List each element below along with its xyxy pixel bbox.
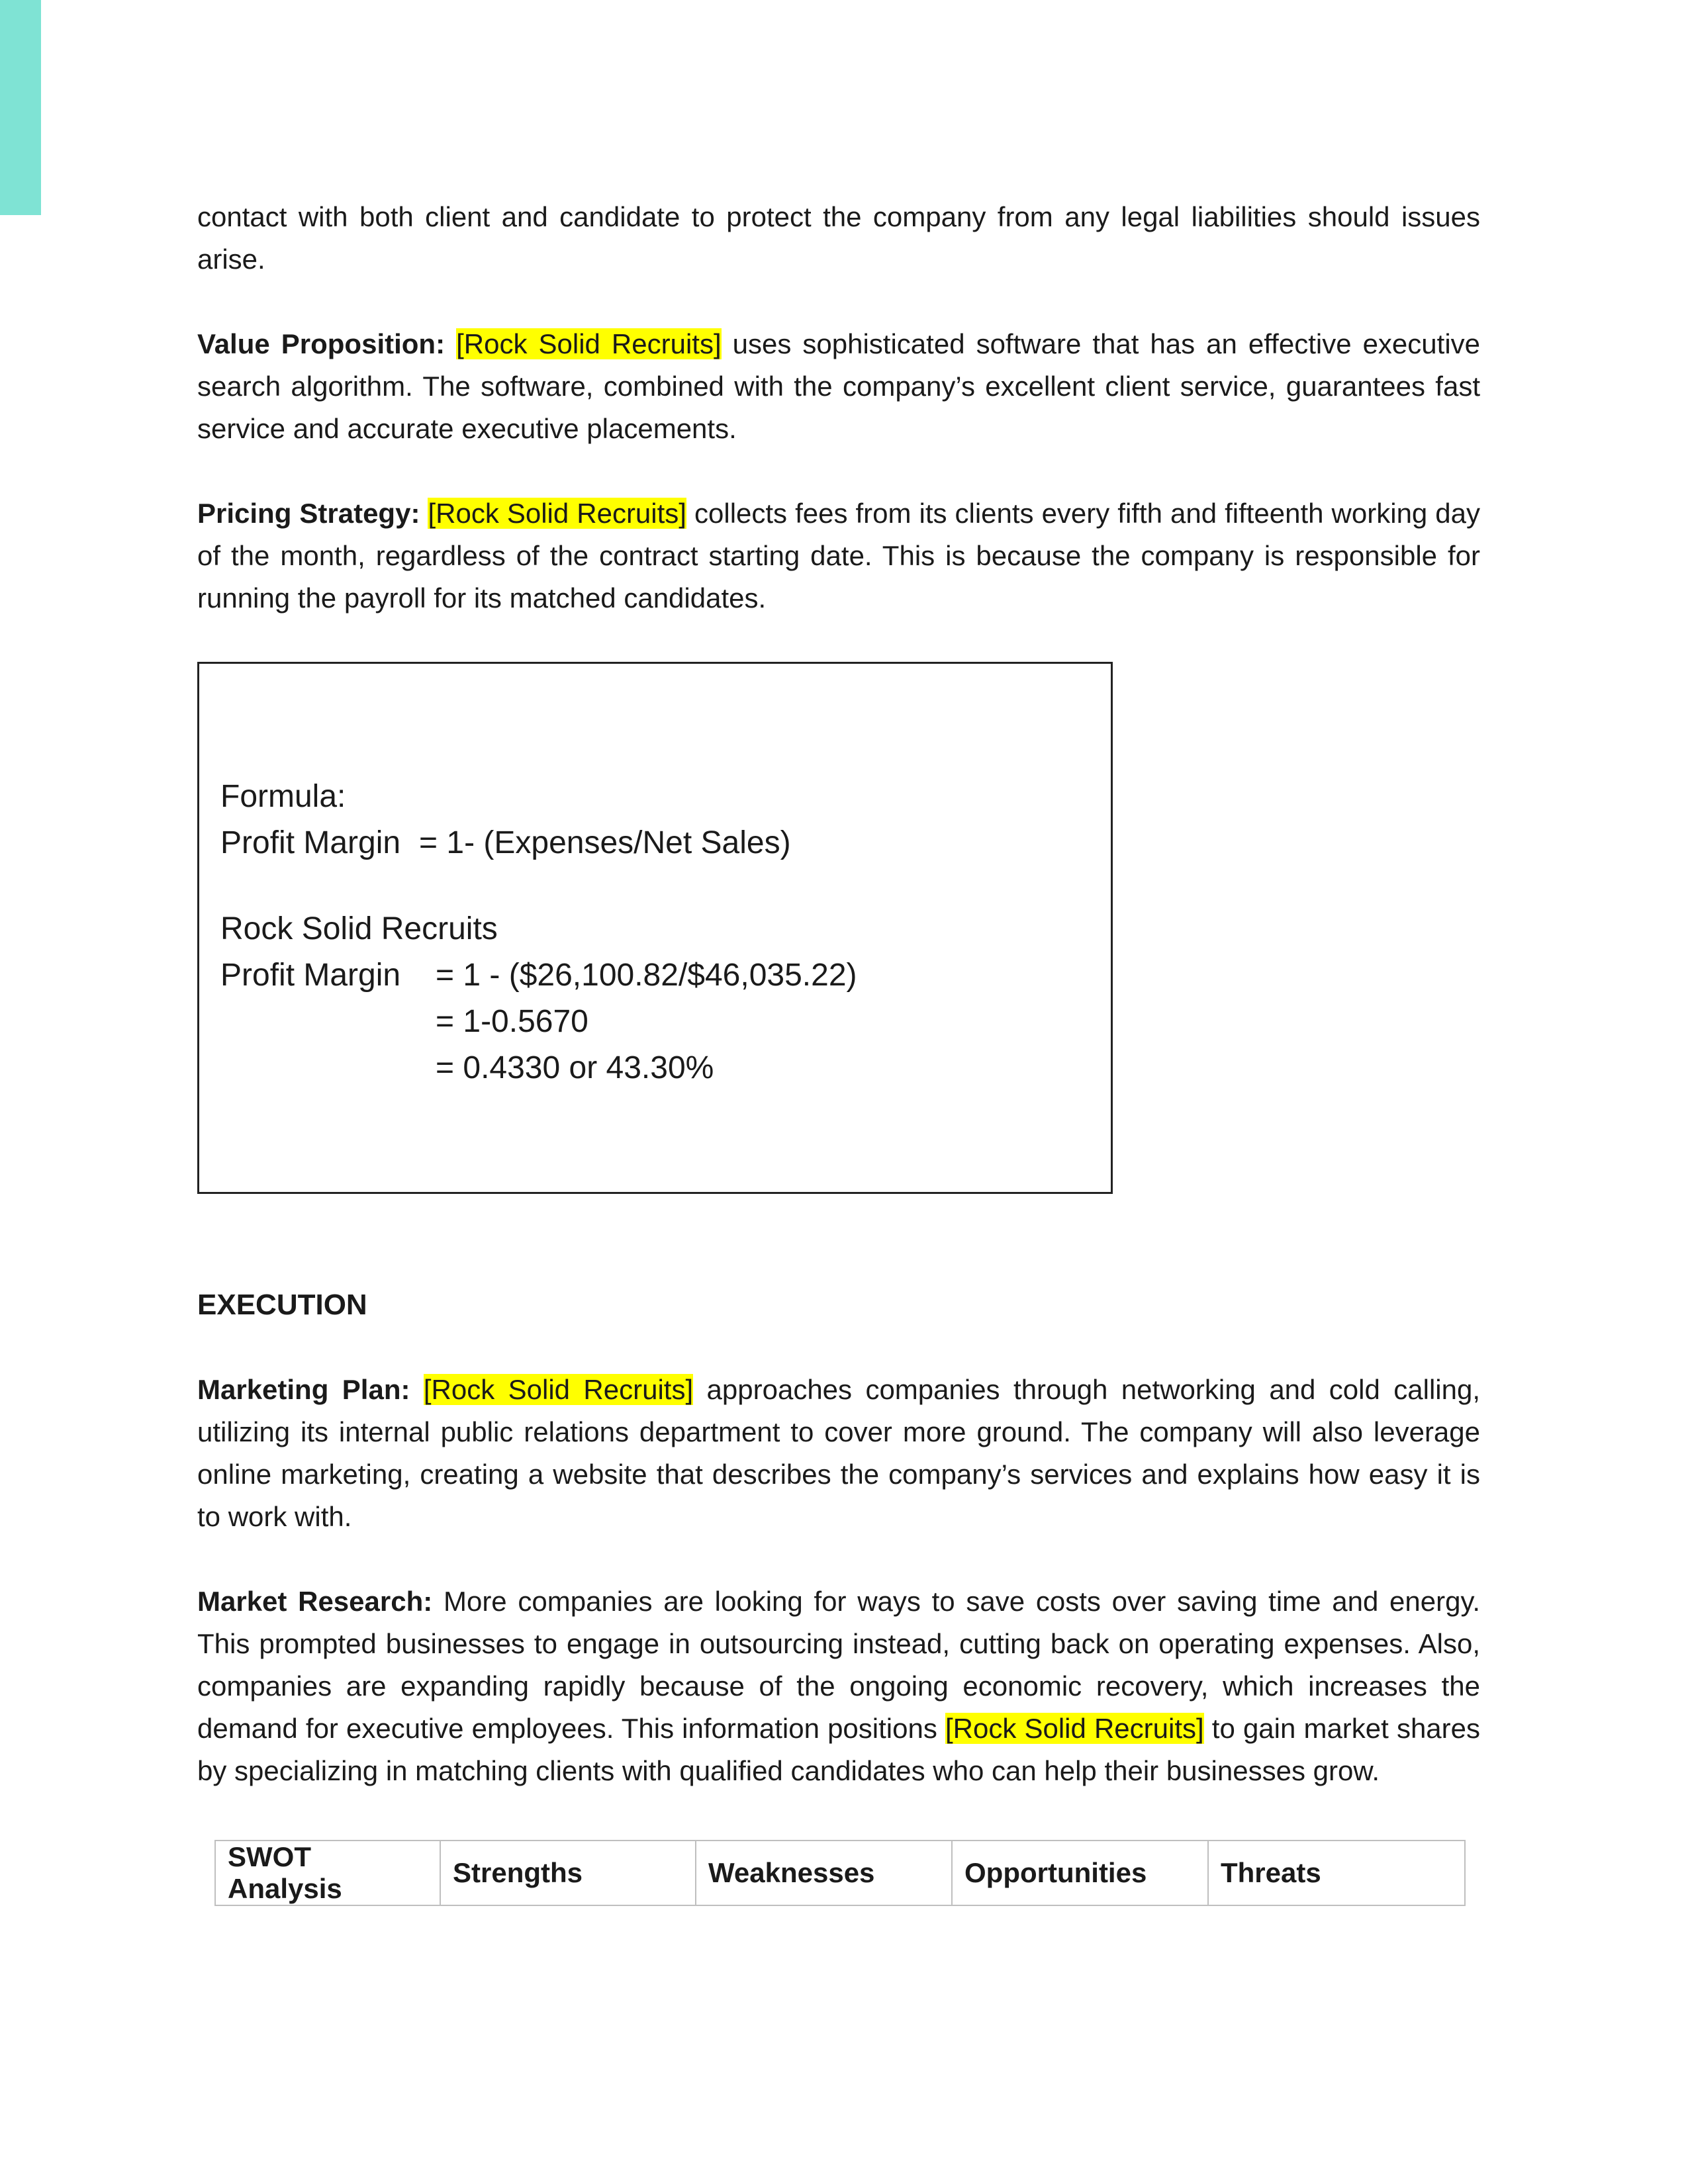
formula-pm-label: Profit Margin [220,825,401,860]
formula-box [197,662,1113,1194]
intro-paragraph: contact with both client and candidate to protect the company from any legal liabilities should issues arise. [197,201,1480,275]
marketing-plan-text: approaches companies through networking and cold calling, utilizing its internal public relations department to cover more ground. The company will also leverage online marketing, creating a website that describes the company’s services and explains how easy it is to work with. [197,1374,1480,1532]
formula-calc-line-3 [220,1045,1111,1091]
swot-header-strengths: Strengths [440,1841,696,1905]
swot-header-opportunities: Opportunities [952,1841,1208,1905]
marketing-plan-paragraph [197,1369,1480,1538]
formula-expression: = 1- (Expenses/Net Sales) [419,825,791,860]
formula-title: Formula: [220,779,346,814]
formula-line [220,820,1111,866]
market-research-label: Market Research: [197,1586,433,1617]
formula-calc-2: = 1-0.5670 [436,1004,588,1039]
market-research-paragraph [197,1580,1480,1792]
company-placeholder: [Rock Solid Recruits] [456,328,722,359]
market-research-text-a: More companies are looking for ways to save costs over saving time and energy. This prompted businesses to engage in outsourcing instead, cutting back on operating expenses. Also, companies are expanding rapidly because of the ongoing economic recovery, which increases the demand for executive employees. This information positions [197,1586,1480,1744]
marketing-plan-label: Marketing Plan: [197,1374,410,1405]
company-placeholder: [Rock Solid Recruits] [428,498,686,529]
formula-calc-line-2 [220,999,1111,1045]
value-proposition-text: uses sophisticated software that has an effective executive search algorithm. The software, combined with the company’s excellent client service, guarantees fast service and accurate executive placements. [197,328,1481,444]
company-placeholder: [Rock Solid Recruits] [423,1374,694,1405]
execution-heading: EXECUTION [197,1289,367,1321]
value-proposition-paragraph [197,323,1480,450]
formula-calc-1: = 1 - ($26,100.82/$46,035.22) [436,958,857,993]
formula-company-name: Rock Solid Recruits [220,911,498,946]
pricing-strategy-paragraph [197,492,1480,619]
company-placeholder: [Rock Solid Recruits] [945,1713,1204,1744]
swot-header-weaknesses: Weaknesses [696,1841,952,1905]
swot-header-threats: Threats [1208,1841,1465,1905]
value-proposition-label: Value Proposition: [197,328,445,359]
execution-section [197,1284,1480,1792]
market-research-text-b: to gain market shares by specializing in matching clients with qualified candidates who can help their businesses grow. [197,1713,1481,1786]
pricing-strategy-text: collects fees from its clients every fifth and fifteenth working day of the month, regardless of the contract starting date. This is because the company is responsible for running the payroll for its matched candidates. [197,498,1481,614]
accent-bar [0,0,41,215]
swot-header-analysis: SWOT Analysis [215,1841,440,1905]
swot-table [214,1840,1466,1906]
page-body [197,196,1480,619]
formula-calc-line-1 [220,952,1111,999]
pricing-strategy-label: Pricing Strategy: [197,498,420,529]
swot-header-row [215,1841,1465,1905]
formula-pm-label-2: Profit Margin [220,958,401,993]
formula-calc-3: = 0.4330 or 43.30% [436,1050,714,1085]
